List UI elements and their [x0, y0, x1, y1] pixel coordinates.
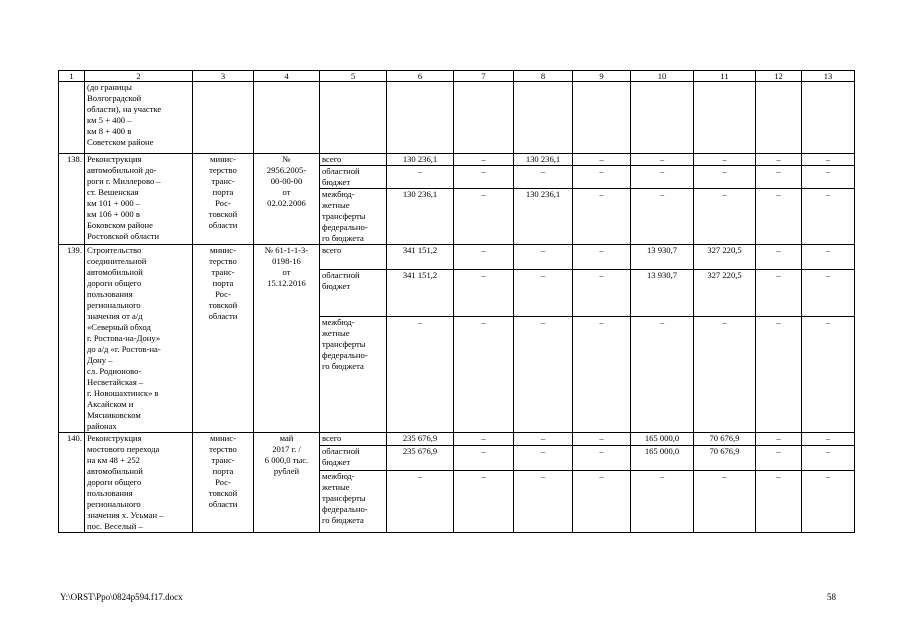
amount-cell: – — [573, 317, 631, 433]
header-cell: 9 — [573, 71, 631, 82]
amount-cell: – — [573, 446, 631, 471]
table-row — [59, 433, 855, 446]
table-cell — [387, 82, 454, 154]
amount-cell: 13 930,7 — [631, 245, 694, 270]
executor-cell: минис- терство транс- порта Рос- товской области — [193, 245, 254, 433]
executor-cell: минис- терство транс- порта Рос- товской области — [193, 154, 254, 245]
budget-table — [58, 70, 855, 533]
amount-cell: – — [454, 269, 514, 317]
amount-cell: – — [694, 154, 756, 166]
amount-cell: – — [454, 471, 514, 533]
amount-cell: – — [631, 154, 694, 166]
amount-cell: – — [756, 154, 802, 166]
amount-cell: – — [514, 269, 573, 317]
amount-cell: – — [387, 166, 454, 189]
funding-source-cell: областной бюджет — [320, 269, 387, 317]
amount-cell: – — [454, 189, 514, 245]
amount-cell: 341 151,2 — [387, 269, 454, 317]
funding-source-cell: всего — [320, 154, 387, 166]
header-cell: 2 — [85, 71, 193, 82]
amount-cell: – — [514, 446, 573, 471]
object-name-cell: Строительство соединительной автомобильной дороги общего пользования регионального значения от а/д «Северный обход г. Ростова-на-Дону» до а/д «г. Ростов-на- Дону – сл. Родионово- Несветайская – г. Новошахтинск» в Аксайском и Мясниковском районах — [85, 245, 193, 433]
amount-cell: – — [756, 433, 802, 446]
amount-cell: – — [454, 154, 514, 166]
amount-cell: 70 676,9 — [694, 433, 756, 446]
funding-source-cell: межбюд- жетные трансферты федерально- го бюджета — [320, 471, 387, 533]
table-row — [59, 245, 855, 270]
amount-cell: 327 220,5 — [694, 245, 756, 270]
amount-cell: – — [573, 433, 631, 446]
amount-cell: – — [573, 245, 631, 270]
document-cell: № 2956.2005- 00-00-00 от 02.02.2006 — [254, 154, 320, 245]
amount-cell: – — [514, 433, 573, 446]
funding-source-cell: всего — [320, 245, 387, 270]
amount-cell: 341 151,2 — [387, 245, 454, 270]
funding-source-cell: всего — [320, 433, 387, 446]
header-cell: 3 — [193, 71, 254, 82]
header-cell: 7 — [454, 71, 514, 82]
amount-cell: – — [454, 446, 514, 471]
footer-file-path: Y:\ORST\Ppo\0824p594.f17.docx — [60, 592, 183, 602]
column-number-header-row — [59, 71, 855, 82]
amount-cell: – — [802, 245, 855, 270]
table-cell — [193, 82, 254, 154]
amount-cell: 327 220,5 — [694, 269, 756, 317]
amount-cell: – — [454, 317, 514, 433]
amount-cell: – — [802, 189, 855, 245]
header-cell: 5 — [320, 71, 387, 82]
funding-source-cell: областной бюджет — [320, 446, 387, 471]
funding-source-cell: областной бюджет — [320, 166, 387, 189]
amount-cell: – — [631, 166, 694, 189]
amount-cell: – — [756, 166, 802, 189]
object-name-cell: (до границы Волгоградской области), на участке км 5 + 400 – км 8 + 400 в Советском районе — [85, 82, 193, 154]
amount-cell: 235 676,9 — [387, 433, 454, 446]
continuation-row — [59, 82, 855, 154]
table-cell — [320, 82, 387, 154]
amount-cell: 165 000,0 — [631, 446, 694, 471]
amount-cell: 70 676,9 — [694, 446, 756, 471]
row-number-cell: 138. — [59, 154, 85, 245]
table-cell — [514, 82, 573, 154]
amount-cell: – — [756, 269, 802, 317]
amount-cell: – — [756, 245, 802, 270]
header-cell: 13 — [802, 71, 855, 82]
amount-cell: – — [573, 189, 631, 245]
table-cell — [694, 82, 756, 154]
amount-cell: – — [514, 245, 573, 270]
amount-cell: – — [802, 317, 855, 433]
amount-cell: – — [802, 471, 855, 533]
amount-cell: – — [514, 317, 573, 433]
row-number-cell: 140. — [59, 433, 85, 533]
header-cell: 6 — [387, 71, 454, 82]
amount-cell: 130 236,1 — [514, 154, 573, 166]
amount-cell: – — [454, 245, 514, 270]
amount-cell: – — [387, 471, 454, 533]
amount-cell: – — [802, 154, 855, 166]
document-cell: май 2017 г. / 6 000,0 тыс. рублей — [254, 433, 320, 533]
amount-cell: 130 236,1 — [514, 189, 573, 245]
amount-cell: – — [514, 166, 573, 189]
header-cell: 8 — [514, 71, 573, 82]
table-row — [59, 154, 855, 166]
table-cell — [802, 82, 855, 154]
object-name-cell: Реконструкция мостового перехода на км 48 + 252 автомобильной дороги общего пользования регионального значения х. Усьман – пос. Веселый – — [85, 433, 193, 533]
amount-cell: – — [756, 471, 802, 533]
amount-cell: – — [694, 189, 756, 245]
table-cell — [59, 82, 85, 154]
page-number: 58 — [827, 592, 836, 602]
amount-cell: – — [573, 269, 631, 317]
document-cell: № 61-1-1-3- 0198-16 от 15.12.2016 — [254, 245, 320, 433]
amount-cell: – — [631, 189, 694, 245]
amount-cell: – — [387, 317, 454, 433]
table-cell — [631, 82, 694, 154]
amount-cell: 235 676,9 — [387, 446, 454, 471]
amount-cell: – — [573, 166, 631, 189]
header-cell: 1 — [59, 71, 85, 82]
amount-cell: 165 000,0 — [631, 433, 694, 446]
amount-cell: – — [694, 471, 756, 533]
amount-cell: – — [514, 471, 573, 533]
header-cell: 12 — [756, 71, 802, 82]
amount-cell: – — [454, 433, 514, 446]
table-cell — [254, 82, 320, 154]
amount-cell: 130 236,1 — [387, 154, 454, 166]
amount-cell: – — [454, 166, 514, 189]
header-cell: 11 — [694, 71, 756, 82]
amount-cell: – — [756, 189, 802, 245]
amount-cell: – — [573, 471, 631, 533]
amount-cell: – — [694, 166, 756, 189]
header-cell: 4 — [254, 71, 320, 82]
amount-cell: – — [756, 446, 802, 471]
amount-cell: – — [802, 446, 855, 471]
header-cell: 10 — [631, 71, 694, 82]
amount-cell: – — [631, 317, 694, 433]
object-name-cell: Реконструкция автомобильной до- роги г. Миллерово – ст. Вешенская км 101 + 000 – км 106 + 000 в Боковском районе Ростовской области — [85, 154, 193, 245]
amount-cell: – — [573, 154, 631, 166]
table-body — [59, 71, 855, 533]
amount-cell: – — [802, 166, 855, 189]
amount-cell: 13 930,7 — [631, 269, 694, 317]
amount-cell: – — [802, 269, 855, 317]
table-cell — [756, 82, 802, 154]
funding-source-cell: межбюд- жетные трансферты федерально- го бюджета — [320, 317, 387, 433]
funding-source-cell: межбюд- жетные трансферты федерально- го бюджета — [320, 189, 387, 245]
amount-cell: – — [631, 471, 694, 533]
table-cell — [454, 82, 514, 154]
amount-cell: 130 236,1 — [387, 189, 454, 245]
amount-cell: – — [694, 317, 756, 433]
amount-cell: – — [756, 317, 802, 433]
executor-cell: минис- терство транс- порта Рос- товской области — [193, 433, 254, 533]
row-number-cell: 139. — [59, 245, 85, 433]
amount-cell: – — [802, 433, 855, 446]
table-cell — [573, 82, 631, 154]
